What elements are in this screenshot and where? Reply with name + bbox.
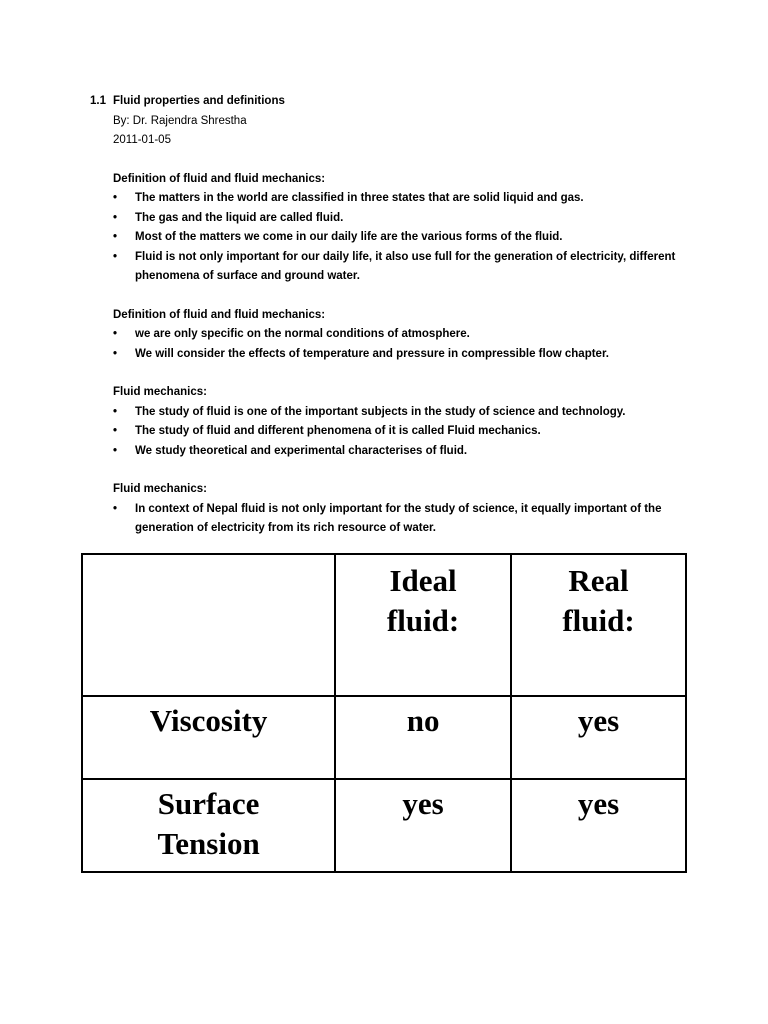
bullet-item xyxy=(113,403,690,423)
bullet-list xyxy=(113,189,690,287)
bullet-item xyxy=(113,422,690,442)
bullet-text: Fluid is not only important for our daily life, it also use full for the generation of electricity, different phenomena of surface and ground water. xyxy=(135,250,676,282)
table-header-cell-empty xyxy=(82,554,335,696)
bullet-item xyxy=(113,442,690,462)
real-fluid-label: Real fluid: xyxy=(562,563,635,638)
bullet-item xyxy=(113,248,690,287)
bullet-item xyxy=(113,500,690,539)
fluid-comparison-table xyxy=(81,553,687,873)
bullet-icon: • xyxy=(113,347,118,360)
bullet-item xyxy=(113,325,690,345)
bullet-text: The matters in the world are classified in three states that are solid liquid and gas. xyxy=(135,192,584,204)
section-heading xyxy=(90,92,690,112)
section-block-1 xyxy=(113,170,690,287)
bullet-icon: • xyxy=(113,328,118,340)
table-header-cell-ideal xyxy=(335,554,511,696)
table-row xyxy=(82,696,686,779)
bullet-list xyxy=(113,500,690,539)
bullet-icon: • xyxy=(113,231,118,243)
table-cell-ideal: no xyxy=(335,696,511,779)
bullet-icon: • xyxy=(113,502,118,515)
block-title: Fluid mechanics: xyxy=(113,483,207,495)
surface-tension-label: Surface Tension xyxy=(157,786,260,861)
ideal-fluid-label: Ideal fluid: xyxy=(386,563,460,638)
author-line: By: Dr. Rajendra Shrestha xyxy=(113,114,247,127)
table-row xyxy=(82,779,686,872)
bullet-item xyxy=(113,189,690,209)
bullet-icon: • xyxy=(113,444,118,457)
bullet-list xyxy=(113,325,690,364)
bullet-text: We will consider the effects of temperature and pressure in compressible flow chapter. xyxy=(135,347,609,360)
table-cell-ideal: yes xyxy=(335,779,511,872)
block-title: Definition of fluid and fluid mechanics: xyxy=(113,308,326,321)
section-title: Fluid properties and definitions xyxy=(113,95,285,107)
table-cell-real: yes xyxy=(511,779,686,872)
section-block-3 xyxy=(113,383,690,461)
block-title: Definition of fluid and fluid mechanics: xyxy=(113,172,326,185)
bullet-text: The gas and the liquid are called fluid. xyxy=(135,211,344,224)
section-block-2 xyxy=(113,306,690,365)
table-cell-property xyxy=(82,779,335,872)
bullet-icon: • xyxy=(113,405,118,418)
bullet-icon: • xyxy=(113,250,118,263)
bullet-icon: • xyxy=(113,425,118,437)
bullet-text: The study of fluid is one of the important subjects in the study of science and technology. xyxy=(135,405,626,418)
table-header-row xyxy=(82,554,686,696)
bullet-item xyxy=(113,209,690,229)
section-block-4 xyxy=(113,480,690,539)
table-header-cell-real xyxy=(511,554,686,696)
table-cell-real: yes xyxy=(511,696,686,779)
bullet-item xyxy=(113,345,690,365)
table-cell-property: Viscosity xyxy=(82,696,335,779)
bullet-icon: • xyxy=(113,211,118,224)
bullet-text: The study of fluid and different phenomena of it is called Fluid mechanics. xyxy=(135,425,541,437)
bullet-icon: • xyxy=(113,192,118,204)
block-title: Fluid mechanics: xyxy=(113,386,207,398)
document-body xyxy=(90,92,690,539)
bullet-text: we are only specific on the normal conditions of atmosphere. xyxy=(135,328,470,340)
section-number: 1.1 xyxy=(90,95,106,107)
bullet-list xyxy=(113,403,690,462)
bullet-text: We study theoretical and experimental characterises of fluid. xyxy=(135,444,468,457)
date-line: 2011-01-05 xyxy=(113,134,171,146)
bullet-item xyxy=(113,228,690,248)
bullet-text: In context of Nepal fluid is not only important for the study of science, it equally important of the generation of electricity from its rich resource of water. xyxy=(135,502,662,534)
bullet-text: Most of the matters we come in our daily life are the various forms of the fluid. xyxy=(135,231,563,243)
